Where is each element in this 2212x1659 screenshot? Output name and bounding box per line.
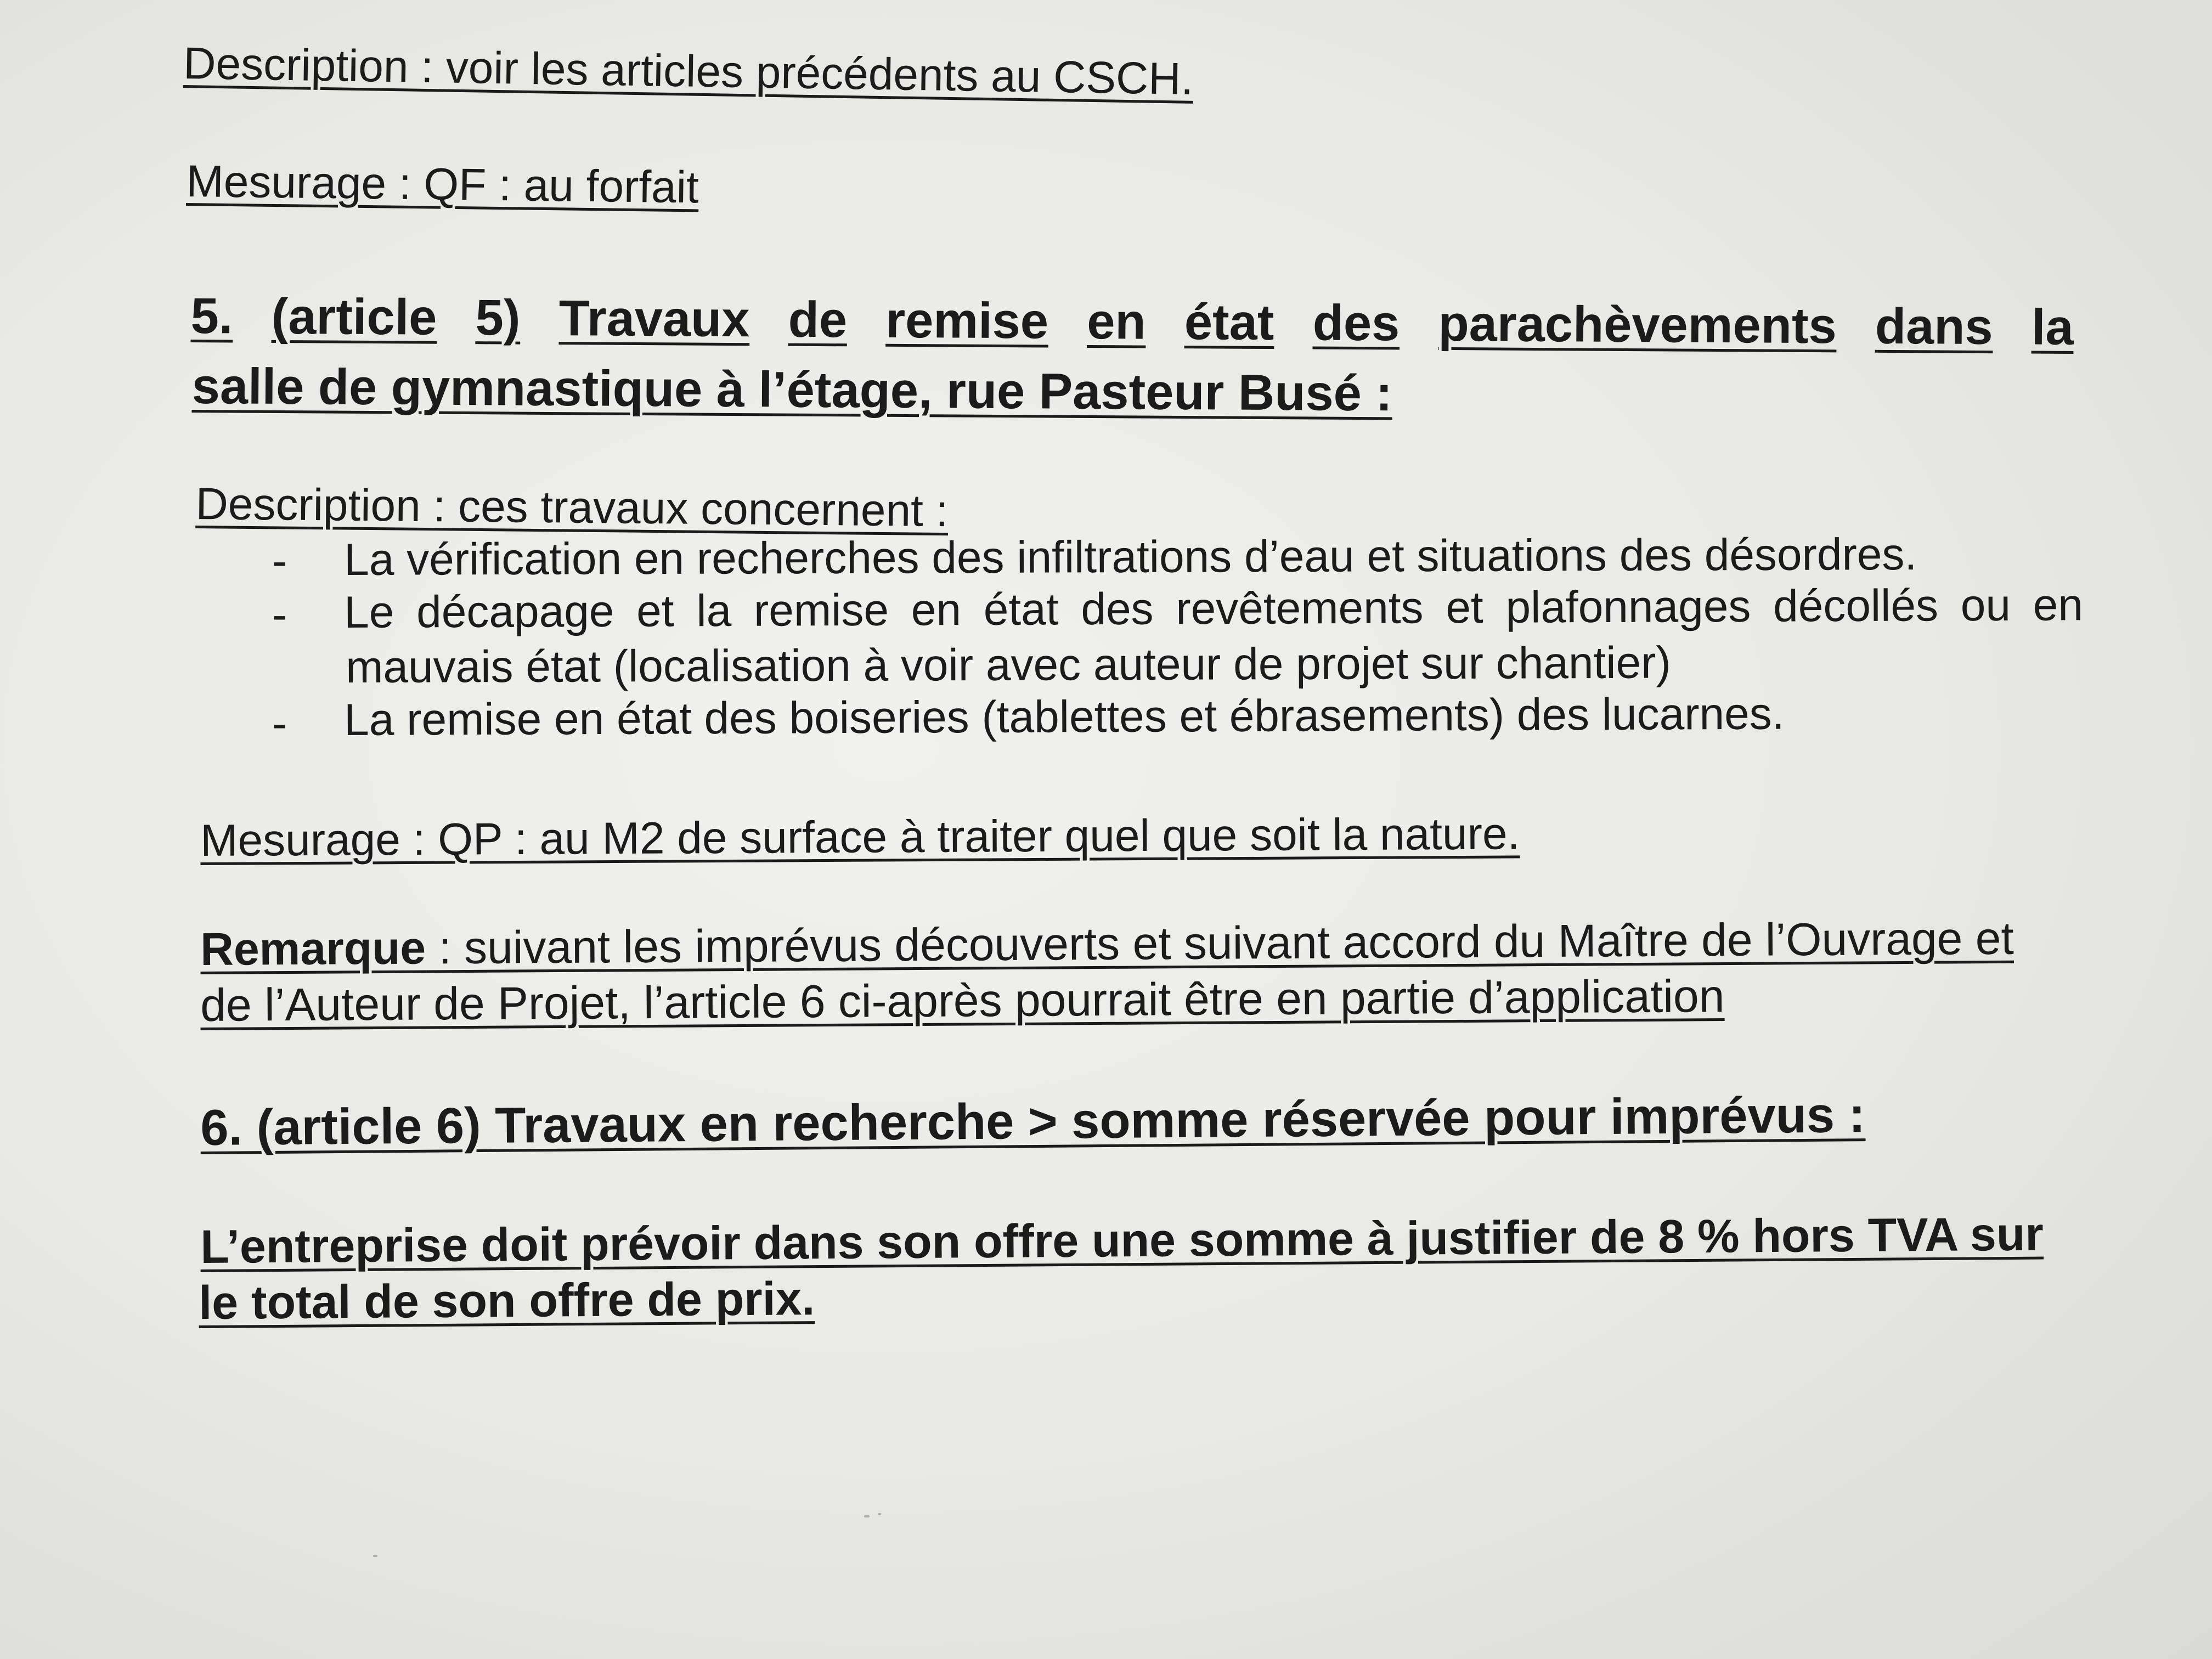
article5-heading-line2: salle de gymnastique à l’étage, rue Pasteur Busé :: [191, 358, 1393, 422]
list-item-word: état: [983, 584, 1059, 635]
list-item-word: et: [1446, 582, 1483, 633]
list-item-line1: [343, 580, 2084, 637]
heading-word: remise: [885, 292, 1049, 349]
bullet-marker: -: [272, 590, 287, 640]
paper-speck: [373, 1555, 377, 1557]
heading-word: en: [1086, 293, 1146, 350]
description-top: Description : voir les articles précédents au CSCH.: [183, 38, 1194, 104]
article6-paragraph-line1: L’entreprise doit prévoir dans son offre une somme à justifier de 8 % hors TVA sur: [200, 1207, 2044, 1273]
list-item: La remise en état des boiseries (tablettes et ébrasements) des lucarnes.: [343, 689, 1785, 745]
list-item-word: en: [2033, 580, 2084, 630]
remarque-line1: [200, 912, 2015, 975]
list-item-word: la: [696, 585, 732, 636]
remarque-label: Remarque: [200, 922, 426, 975]
heading-word: 5.: [190, 288, 233, 345]
bullet-marker: -: [272, 698, 287, 748]
heading-word: parachèvements: [1438, 295, 1837, 354]
article5-description-label: Description : ces travaux concernent :: [195, 479, 949, 537]
heading-word: de: [788, 291, 848, 348]
paper-speck: [878, 1513, 881, 1515]
heading-word: 5): [475, 290, 521, 346]
list-item-word: en: [911, 585, 962, 635]
list-item-word: et: [636, 586, 674, 636]
list-item-word: décollés: [1773, 580, 1939, 631]
heading-word: la: [2031, 299, 2074, 356]
heading-word: état: [1184, 294, 1274, 351]
remarque-line2: de l’Auteur de Projet, l’article 6 ci-après pourrait être en partie d’application: [200, 970, 1725, 1031]
list-item-word: ou: [1960, 580, 2011, 631]
article6-heading: 6. (article 6) Travaux en recherche > somme réservée pour imprévus :: [200, 1087, 1866, 1156]
heading-word: dans: [1875, 298, 1993, 356]
list-item-word: plafonnages: [1505, 581, 1751, 633]
list-item-line2: mauvais état (localisation à voir avec auteur de projet sur chantier): [345, 637, 1671, 692]
article6-paragraph-line2: le total de son offre de prix.: [198, 1272, 815, 1329]
list-item-word: remise: [753, 585, 889, 636]
heading-word: (article: [271, 288, 437, 346]
bullet-marker: -: [272, 536, 287, 586]
article5-mesurage: Mesurage : QP : au M2 de surface à traiter quel que soit la nature.: [200, 809, 1520, 866]
list-item-word: décapage: [416, 586, 614, 637]
paper-speck: [864, 1515, 870, 1517]
list-item-word: Le: [343, 587, 394, 637]
list-item-word: revêtements: [1176, 583, 1424, 634]
list-item: La vérification en recherches des infiltrations d’eau et situations des désordres.: [343, 529, 1917, 585]
list-item-word: des: [1081, 584, 1154, 635]
remarque-text: : suivant les imprévus découverts et suivant accord du Maître de l’Ouvrage et: [425, 912, 2015, 974]
article5-heading-line1: [190, 288, 2074, 356]
heading-word: Travaux: [558, 290, 750, 348]
mesurage-top: Mesurage : QF : au forfait: [185, 156, 699, 213]
heading-word: des: [1312, 295, 1400, 352]
